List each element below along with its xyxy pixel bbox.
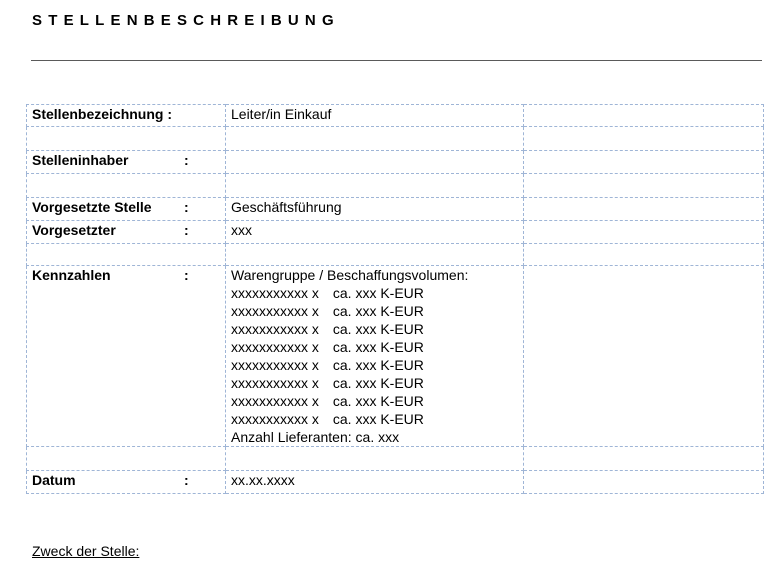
row-kennzahlen <box>27 266 764 447</box>
kennzahlen-item <box>231 338 518 356</box>
kennzahlen-group: xxxxxxxxxxx x <box>231 321 319 337</box>
kennzahlen-item <box>231 284 518 302</box>
kennzahlen-item <box>231 392 518 410</box>
notes-cell[interactable] <box>524 198 764 221</box>
kennzahlen-group: xxxxxxxxxxx x <box>231 339 319 355</box>
spacer-row <box>27 244 764 266</box>
kennzahlen-item <box>231 374 518 392</box>
section-heading-zweck: Zweck der Stelle: <box>32 543 140 559</box>
label-colon: : <box>184 267 189 283</box>
kennzahlen-volume: ca. xxx K-EUR <box>332 393 424 409</box>
notes-cell[interactable] <box>524 471 764 494</box>
notes-cell[interactable] <box>524 266 764 447</box>
label-colon: : <box>184 222 189 238</box>
label-kennzahlen-cell <box>27 266 226 447</box>
row-vorgesetzter <box>27 221 764 244</box>
kennzahlen-volume: ca. xxx K-EUR <box>332 339 424 355</box>
value-vorgesetzte-stelle[interactable]: Geschäftsführung <box>226 198 524 221</box>
value-stellenbezeichnung[interactable]: Leiter/in Einkauf <box>226 105 524 127</box>
notes-cell[interactable] <box>524 105 764 127</box>
job-description-table <box>26 104 764 494</box>
label-vorgesetzte-stelle-cell <box>27 198 226 221</box>
kennzahlen-group: xxxxxxxxxxx x <box>231 357 319 373</box>
value-kennzahlen[interactable] <box>226 266 524 447</box>
label-stellenbezeichnung: Stellenbezeichnung : <box>27 105 226 127</box>
title-divider <box>31 60 762 61</box>
kennzahlen-item <box>231 320 518 338</box>
label-colon: : <box>184 152 189 168</box>
kennzahlen-group: xxxxxxxxxxx x <box>231 393 319 409</box>
kennzahlen-volume: ca. xxx K-EUR <box>332 303 424 319</box>
kennzahlen-volume: ca. xxx K-EUR <box>332 357 424 373</box>
kennzahlen-group: xxxxxxxxxxx x <box>231 411 319 427</box>
kennzahlen-item <box>231 356 518 374</box>
value-stelleninhaber[interactable] <box>226 151 524 174</box>
kennzahlen-item <box>231 410 518 428</box>
kennzahlen-heading: Warengruppe / Beschaffungsvolumen: <box>231 267 469 283</box>
label-vorgesetzte-stelle: Vorgesetzte Stelle <box>32 199 152 215</box>
label-colon: : <box>184 199 189 215</box>
kennzahlen-volume: ca. xxx K-EUR <box>332 411 424 427</box>
kennzahlen-suppliers: Anzahl Lieferanten: ca. xxx <box>231 429 400 445</box>
notes-cell[interactable] <box>524 151 764 174</box>
spacer-row <box>27 127 764 151</box>
row-vorgesetzte-stelle <box>27 198 764 221</box>
spacer-row <box>27 174 764 198</box>
label-datum-cell <box>27 471 226 494</box>
kennzahlen-group: xxxxxxxxxxx x <box>231 303 319 319</box>
kennzahlen-volume: ca. xxx K-EUR <box>332 321 424 337</box>
label-stelleninhaber-cell <box>27 151 226 174</box>
kennzahlen-volume: ca. xxx K-EUR <box>332 285 424 301</box>
label-stelleninhaber: Stelleninhaber <box>32 152 129 168</box>
value-datum[interactable]: xx.xx.xxxx <box>226 471 524 494</box>
row-datum <box>27 471 764 494</box>
label-vorgesetzter: Vorgesetzter <box>32 222 116 238</box>
label-datum: Datum <box>32 472 76 488</box>
kennzahlen-item <box>231 302 518 320</box>
label-colon: : <box>184 472 189 488</box>
kennzahlen-volume: ca. xxx K-EUR <box>332 375 424 391</box>
kennzahlen-group: xxxxxxxxxxx x <box>231 285 319 301</box>
notes-cell[interactable] <box>524 221 764 244</box>
row-stelleninhaber <box>27 151 764 174</box>
kennzahlen-group: xxxxxxxxxxx x <box>231 375 319 391</box>
label-kennzahlen: Kennzahlen <box>32 267 111 283</box>
spacer-row <box>27 447 764 471</box>
value-vorgesetzter[interactable]: xxx <box>226 221 524 244</box>
row-stellenbezeichnung <box>27 105 764 127</box>
label-vorgesetzter-cell <box>27 221 226 244</box>
document-title: STELLENBESCHREIBUNG <box>32 12 340 29</box>
